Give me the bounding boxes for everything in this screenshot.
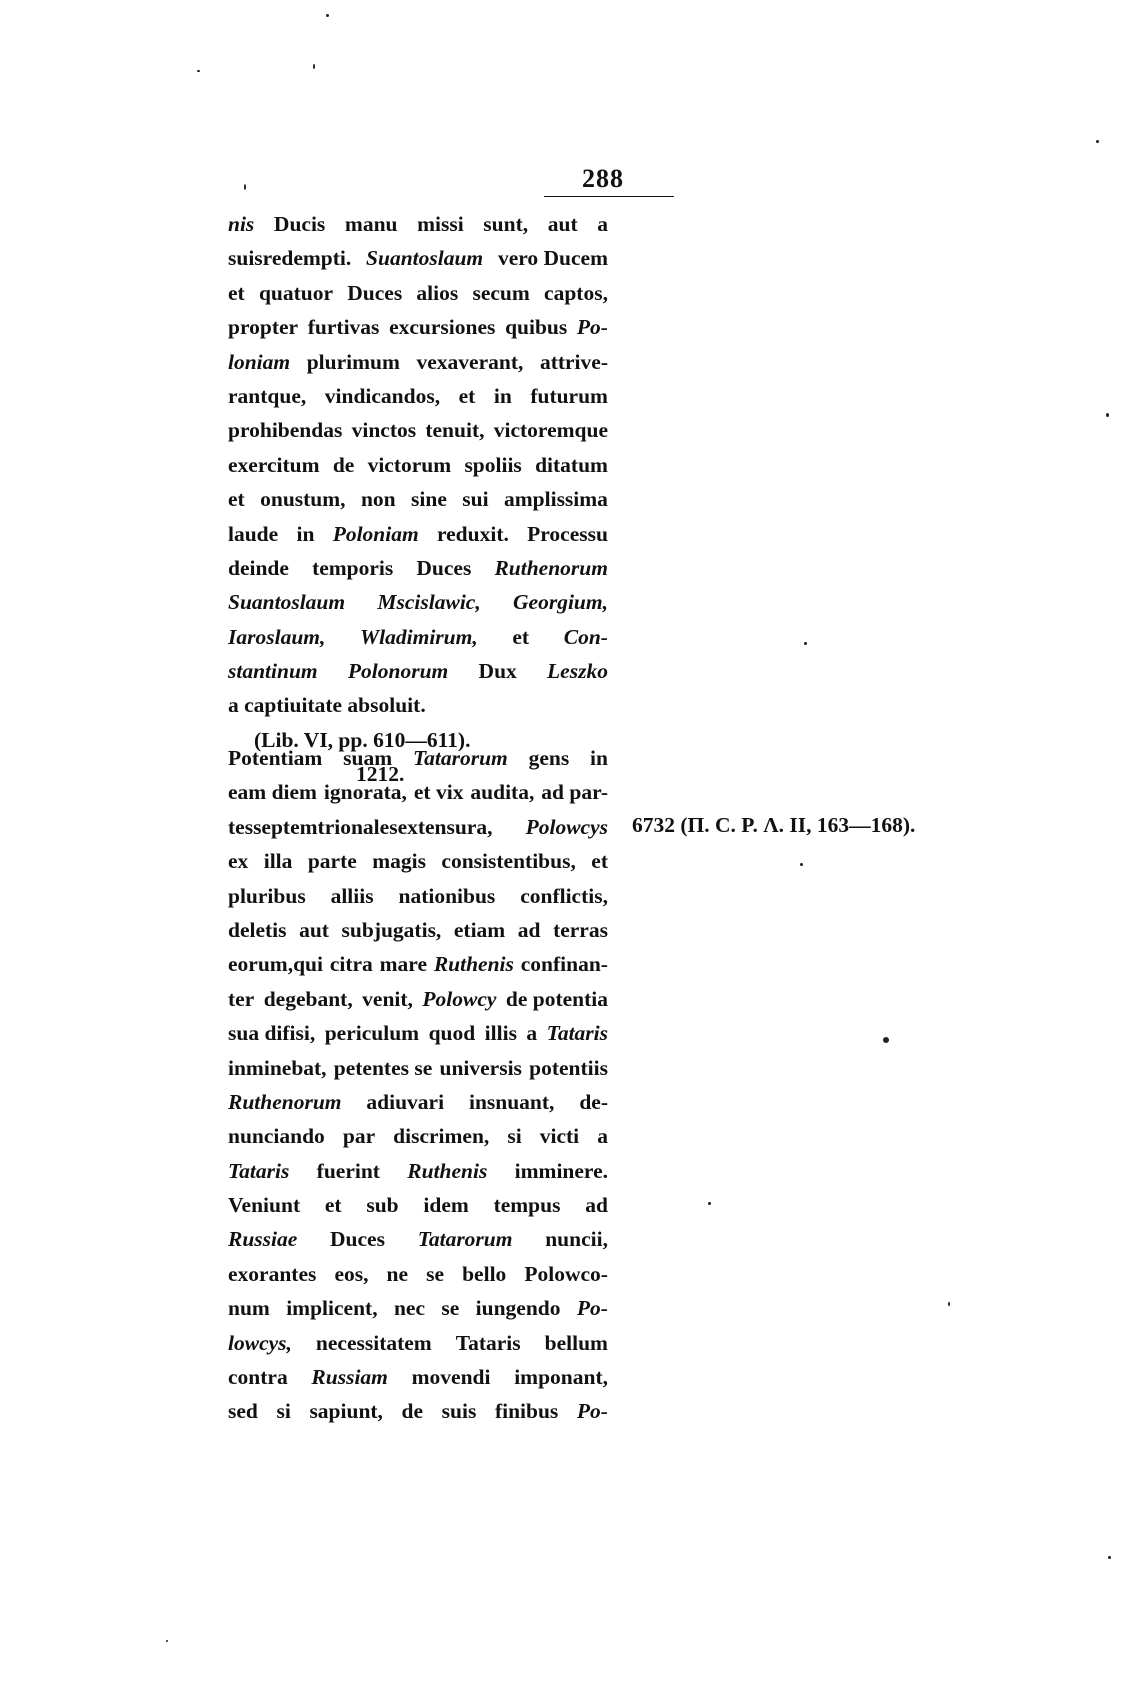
word: prohibendas [228, 418, 343, 443]
scan-speck [883, 1037, 889, 1043]
text-line [228, 517, 608, 551]
word: subjugatis, [341, 917, 442, 942]
text-column-lower [228, 741, 608, 1429]
word: tempus [493, 1193, 561, 1218]
word: gens [528, 746, 570, 770]
text-line [228, 585, 608, 619]
word: laude [228, 521, 279, 546]
word: a [526, 1021, 538, 1046]
word: temporis [312, 555, 394, 580]
word: de [401, 1399, 424, 1424]
word: eos, [334, 1261, 369, 1286]
word: insnuant, [468, 1089, 555, 1114]
word: ad [585, 1193, 608, 1218]
word: Tatarorum [412, 746, 508, 770]
word: quibus [505, 315, 568, 340]
word: ad par- [541, 780, 608, 805]
word: sed [228, 1399, 258, 1424]
page-number: 288 [582, 164, 624, 193]
word: Duces [347, 280, 403, 305]
word: Russiam [311, 1365, 388, 1390]
word: confinan- [520, 952, 608, 977]
word: exercitum [228, 452, 320, 477]
word: ditatum [535, 452, 608, 477]
text-line [228, 741, 608, 775]
text-line [228, 379, 608, 413]
word: Polowco- [524, 1261, 608, 1286]
word: Tataris [455, 1330, 521, 1355]
word: victi [539, 1124, 580, 1149]
text-line [228, 551, 608, 585]
text-line [228, 982, 608, 1016]
word: in [493, 383, 512, 408]
word: Po- [576, 1296, 608, 1321]
text-line [228, 1326, 608, 1360]
text-column-upper [228, 207, 608, 792]
text-line [228, 620, 608, 654]
word: adiuvari [366, 1089, 445, 1114]
word: Tatarorum [417, 1227, 513, 1252]
word: par [342, 1124, 376, 1149]
word: eam diem [228, 780, 317, 805]
word: et [228, 280, 245, 305]
word: Suantoslaum [228, 590, 346, 615]
word: aut [299, 917, 329, 942]
scan-speck [166, 1640, 168, 1642]
text-line [228, 654, 608, 688]
word: Veniunt [228, 1193, 301, 1218]
scan-speck [313, 64, 315, 69]
word: ex [228, 849, 249, 874]
word: victoremque [493, 418, 608, 443]
word: et vix [413, 780, 464, 805]
word: et [228, 487, 245, 512]
word: deinde [228, 555, 289, 580]
word: Wladimirum, [360, 624, 478, 649]
word: suis [441, 1399, 477, 1424]
text-line [228, 1016, 608, 1050]
text-line [228, 810, 608, 844]
word: idem [423, 1193, 469, 1218]
text-line [228, 1188, 608, 1222]
text-line [228, 775, 608, 809]
word: finibus [494, 1399, 559, 1424]
word: alios [416, 280, 459, 305]
scan-speck [197, 70, 200, 72]
word: Con- [563, 624, 608, 649]
word: stantinum [228, 659, 318, 684]
word: suam [343, 746, 393, 770]
word: Po- [576, 315, 608, 340]
text-line [228, 1360, 608, 1394]
word: Polonorum [347, 659, 449, 684]
scan-speck [948, 1302, 950, 1306]
word: imminere. [514, 1158, 608, 1183]
word: tenuit, [425, 418, 485, 443]
word: reduxit. [436, 521, 509, 546]
word: pluribus [228, 883, 306, 908]
scan-speck [244, 184, 246, 190]
text-line [228, 241, 608, 275]
word: in [590, 746, 608, 770]
word: loniam [228, 349, 291, 374]
word: universis [439, 1055, 522, 1080]
word: de- [579, 1089, 608, 1114]
word: sapiunt, [309, 1399, 383, 1424]
word: nuncii, [545, 1227, 608, 1252]
word: ignorata, [323, 780, 407, 805]
word: secum [472, 280, 530, 305]
word: de potentia [505, 986, 608, 1011]
word: nationibus [398, 883, 496, 908]
word: ad [517, 917, 541, 942]
word: quod [428, 1021, 476, 1046]
text-line [228, 1257, 608, 1291]
word: vinctos [351, 418, 417, 443]
word: et [512, 624, 530, 649]
word: audita, [470, 780, 535, 805]
word: et [458, 383, 476, 408]
word: Processu [527, 521, 608, 546]
word: vindicandos, [324, 383, 441, 408]
word: Polowcy [422, 986, 497, 1011]
word: vero Ducem [497, 246, 608, 271]
word: tesseptemtrionalesextensura, [228, 814, 493, 839]
word: bellum [544, 1330, 608, 1355]
word: missi [417, 212, 464, 236]
word: alliis [330, 883, 374, 908]
word: petentes se [333, 1055, 433, 1080]
scan-speck [326, 14, 329, 17]
word: attrive- [539, 349, 608, 374]
word: onustum, [260, 487, 346, 512]
word: furtivas [307, 315, 380, 340]
word: contra [228, 1365, 288, 1390]
word: spoliis [464, 452, 522, 477]
word: victorum [367, 452, 452, 477]
word: terras [553, 917, 608, 942]
word: illa [263, 849, 293, 874]
word: se [426, 1261, 445, 1286]
word: Tataris [546, 1021, 608, 1046]
text-line [228, 1222, 608, 1256]
word: a [597, 1124, 608, 1149]
word: vexaverant, [416, 349, 524, 374]
text-line [228, 1119, 608, 1153]
scan-speck [804, 642, 807, 645]
word: Ruthenorum [228, 1089, 342, 1114]
word: eorum,qui [228, 952, 323, 977]
word: inminebat, [228, 1055, 327, 1080]
citation: (Lib. VI, pp. 610—611). [254, 727, 471, 752]
word: manu [344, 212, 398, 236]
word: amplissima [504, 487, 608, 512]
word: si [276, 1399, 291, 1424]
scan-speck [1106, 413, 1109, 417]
word: plurimum [306, 349, 400, 374]
word: in [296, 521, 315, 546]
text-line [228, 1394, 608, 1428]
word: mare [379, 952, 427, 977]
word: Mscislawic, [377, 590, 481, 615]
word: nunciando [228, 1124, 325, 1149]
word: imponant, [514, 1365, 608, 1390]
word: sunt, [483, 212, 529, 236]
text-line [228, 207, 608, 241]
word: fuerint [316, 1158, 380, 1183]
text-line [228, 276, 608, 310]
word: consistentibus, [441, 849, 576, 874]
word: quatuor [258, 280, 334, 305]
word: Tataris [228, 1158, 290, 1183]
word: etiam [453, 917, 506, 942]
word: movendi [411, 1365, 491, 1390]
word: sua difisi, [228, 1021, 316, 1046]
word: suisredempti. [228, 246, 352, 271]
word: non [360, 487, 396, 512]
text-line [228, 448, 608, 482]
word: excursiones [389, 315, 496, 340]
word: lowcys, [228, 1330, 292, 1355]
text-line [228, 345, 608, 379]
word: de [332, 452, 355, 477]
word: sub [366, 1193, 399, 1218]
word: et [324, 1193, 342, 1218]
word: Dux [478, 659, 517, 684]
text-line [228, 913, 608, 947]
word: Ruthenis [407, 1158, 488, 1183]
word: Russiae [228, 1227, 298, 1252]
text-line [228, 1085, 608, 1119]
word: num [228, 1296, 270, 1321]
word: a [597, 212, 608, 236]
word: Polowcys [525, 814, 608, 839]
word: discrimen, [393, 1124, 490, 1149]
word: ne [386, 1261, 409, 1286]
word: ter [228, 986, 255, 1011]
word: Leszko [547, 659, 608, 684]
word: parte [307, 849, 357, 874]
text-line [228, 1154, 608, 1188]
text-line [228, 482, 608, 516]
scan-speck [1096, 140, 1099, 143]
word: captos, [544, 280, 608, 305]
word: nis [228, 212, 255, 236]
text-line [228, 947, 608, 981]
word: Ruthenis [433, 952, 514, 977]
word: nec [393, 1296, 425, 1321]
word: Poloniam [332, 521, 419, 546]
word: venit, [362, 986, 413, 1011]
word: iungendo [475, 1296, 561, 1321]
text-line [228, 310, 608, 344]
word: Ruthenorum [494, 555, 608, 580]
scan-speck [1108, 1556, 1111, 1559]
word: propter [228, 315, 299, 340]
word: citra [329, 952, 373, 977]
text-line [228, 844, 608, 878]
side-reference: 6732 (Π. C. P. Λ. II, 163—168). [632, 813, 916, 837]
word: aut [547, 212, 578, 236]
word: a captiuitate absoluit. [228, 693, 426, 718]
word: potentiis [529, 1055, 608, 1080]
text-line [228, 879, 608, 913]
text-line [228, 1051, 608, 1085]
text-line [228, 413, 608, 447]
word: sine [411, 487, 447, 512]
word: sui [462, 487, 489, 512]
scan-speck [800, 863, 803, 866]
word: Duces [416, 555, 472, 580]
word: periculum [324, 1021, 420, 1046]
word: exorantes [228, 1261, 317, 1286]
word: Duces [330, 1227, 385, 1252]
word: Ducis [273, 212, 326, 236]
word: et [591, 849, 608, 874]
word: si [507, 1124, 522, 1149]
word: conflictis, [520, 883, 608, 908]
word: Georgium, [513, 590, 608, 615]
year-heading: 1212. [356, 762, 405, 787]
word: se [441, 1296, 460, 1321]
scan-speck [708, 1202, 711, 1205]
word: necessitatem [315, 1330, 432, 1355]
word: futurum [530, 383, 608, 408]
word: magis [372, 849, 426, 874]
word: Potentiam [228, 746, 323, 770]
text-line [228, 688, 608, 722]
word: Iaroslaum, [228, 624, 326, 649]
word: degebant, [263, 986, 353, 1011]
word: bello [462, 1261, 507, 1286]
word: deletis [228, 917, 287, 942]
header-rule [544, 196, 674, 197]
word: Suantoslaum [366, 246, 484, 271]
word: implicent, [286, 1296, 378, 1321]
word: illis [484, 1021, 517, 1046]
text-line [228, 1291, 608, 1325]
word: rantque, [228, 383, 307, 408]
word: Po- [576, 1399, 608, 1424]
